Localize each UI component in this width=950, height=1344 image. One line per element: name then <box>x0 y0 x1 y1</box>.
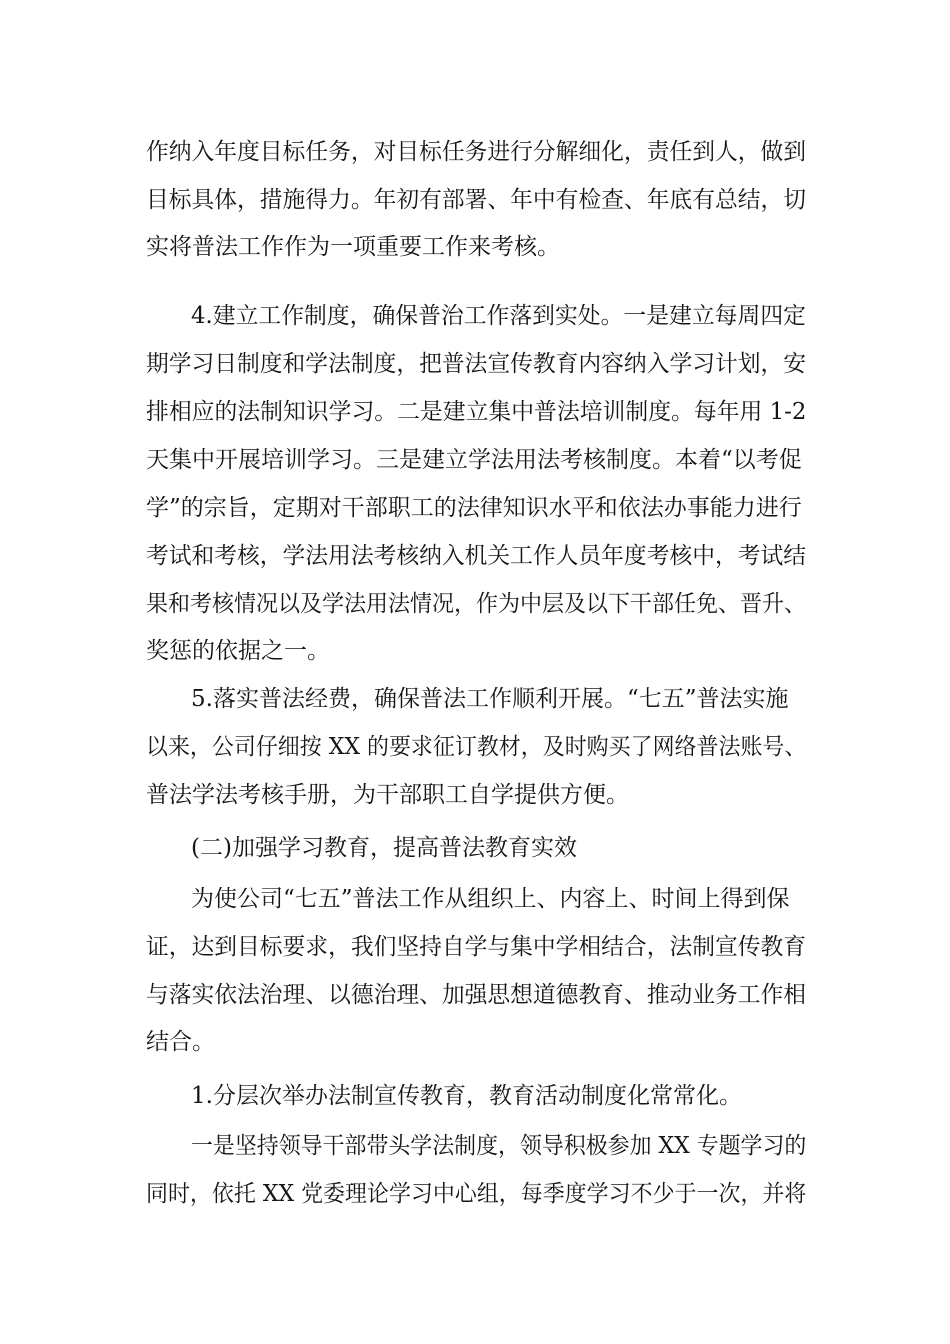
text-line: 与落实依法治理、以德治理、加强思想道德教育、推动业务工作相 <box>146 982 806 1008</box>
text-line: 考试和考核，学法用法考核纳入机关工作人员年度考核中，考试结 <box>146 543 806 569</box>
text-line: 5.落实普法经费，确保普法工作顺利开展。“七五”普法实施 <box>191 686 789 712</box>
text-line: 4.建立工作制度，确保普治工作落到实处。一是建立每周四定 <box>191 303 806 329</box>
text-line: 作纳入年度目标任务，对目标任务进行分解细化，责任到人，做到 <box>146 139 806 165</box>
section-heading: (二)加强学习教育，提高普法教育实效 <box>191 835 577 861</box>
text-line: 目标具体，措施得力。年初有部署、年中有检查、年底有总结，切 <box>146 187 806 213</box>
text-line: 一是坚持领导干部带头学法制度，领导积极参加 XX 专题学习的 <box>191 1133 807 1159</box>
text-line: 奖惩的依据之一。 <box>146 638 330 664</box>
text-line: 天集中开展培训学习。三是建立学法用法考核制度。本着“以考促 <box>146 447 802 473</box>
text-line: 果和考核情况以及学法用法情况，作为中层及以下干部任免、晋升、 <box>146 591 806 617</box>
text-line: 学”的宗旨，定期对干部职工的法律知识水平和依法办事能力进行 <box>146 495 802 521</box>
text-line: 排相应的法制知识学习。二是建立集中普法培训制度。每年用 1-2 <box>146 399 807 425</box>
text-line: 同时，依托 XX 党委理论学习中心组，每季度学习不少于一次，并将 <box>146 1181 807 1207</box>
text-line: 普法学法考核手册，为干部职工自学提供方便。 <box>146 782 629 808</box>
text-line: 期学习日制度和学法制度，把普法宣传教育内容纳入学习计划，安 <box>146 351 806 377</box>
text-line: 证，达到目标要求，我们坚持自学与集中学相结合，法制宣传教育 <box>146 934 806 960</box>
text-line: 结合。 <box>146 1029 215 1055</box>
text-line: 实将普法工作作为一项重要工作来考核。 <box>146 234 560 260</box>
text-line: 以来，公司仔细按 XX 的要求征订教材，及时购买了网络普法账号、 <box>146 734 807 760</box>
text-line: 为使公司“七五”普法工作从组织上、内容上、时间上得到保 <box>191 886 790 912</box>
text-line: 1.分层次举办法制宣传教育，教育活动制度化常常化。 <box>191 1083 742 1109</box>
